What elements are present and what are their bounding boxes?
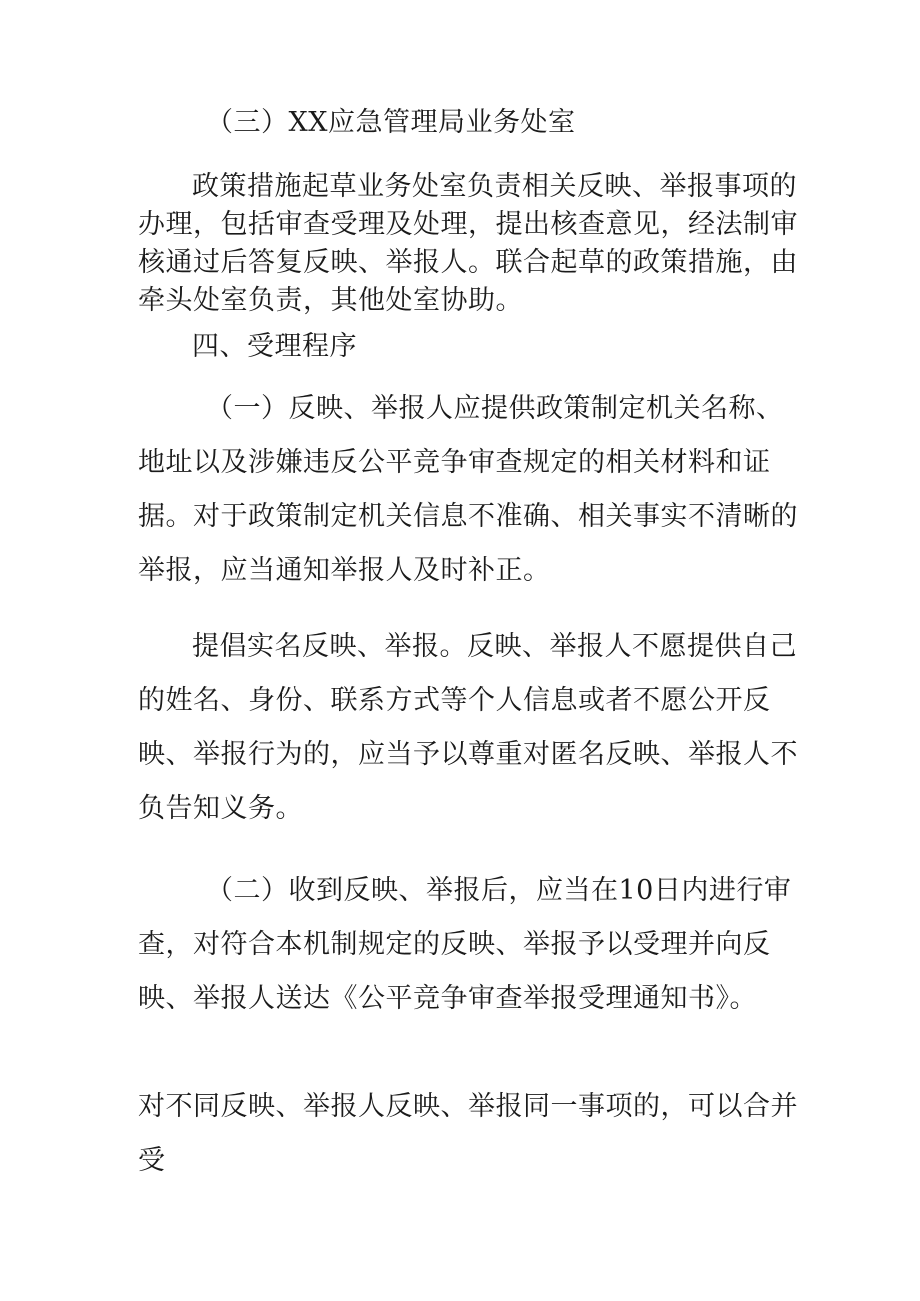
section-heading-business-office: （三）XX应急管理局业务处室 — [206, 107, 576, 138]
paragraph-real-name-reporting: 提倡实名反映、举报。反映、举报人不愿提供自己的姓名、身份、联系方式等个人信息或者不愿公开反映、举报行为的，应当予以尊重对匿名反映、举报人不负告知义务。 — [138, 631, 798, 824]
paragraph-merge-reports: 对不同反映、举报人反映、举报同一事项的，可以合并受 — [138, 1091, 798, 1176]
paragraph-procedure-item-1: （一）反映、举报人应提供政策制定机关名称、地址以及涉嫌违反公平竞争审查规定的相关材料和证据。对于政策制定机关信息不准确、相关事实不清晰的举报，应当通知举报人及时补正。 — [138, 393, 798, 586]
paragraph-procedure-item-2: （二）收到反映、举报后，应当在10日内进行审查，对符合本机制规定的反映、举报予以受理并向反映、举报人送达《公平竞争审查举报受理通知书》。 — [138, 875, 792, 1014]
section-heading-acceptance-procedure: 四、受理程序 — [192, 331, 357, 362]
paragraph-business-office-duties: 政策措施起草业务处室负责相关反映、举报事项的办理，包括审查受理及处理，提出核查意见，经法制审核通过后答复反映、举报人。联合起草的政策措施，由牵头处室负责，其他处室协助。 — [138, 171, 798, 316]
